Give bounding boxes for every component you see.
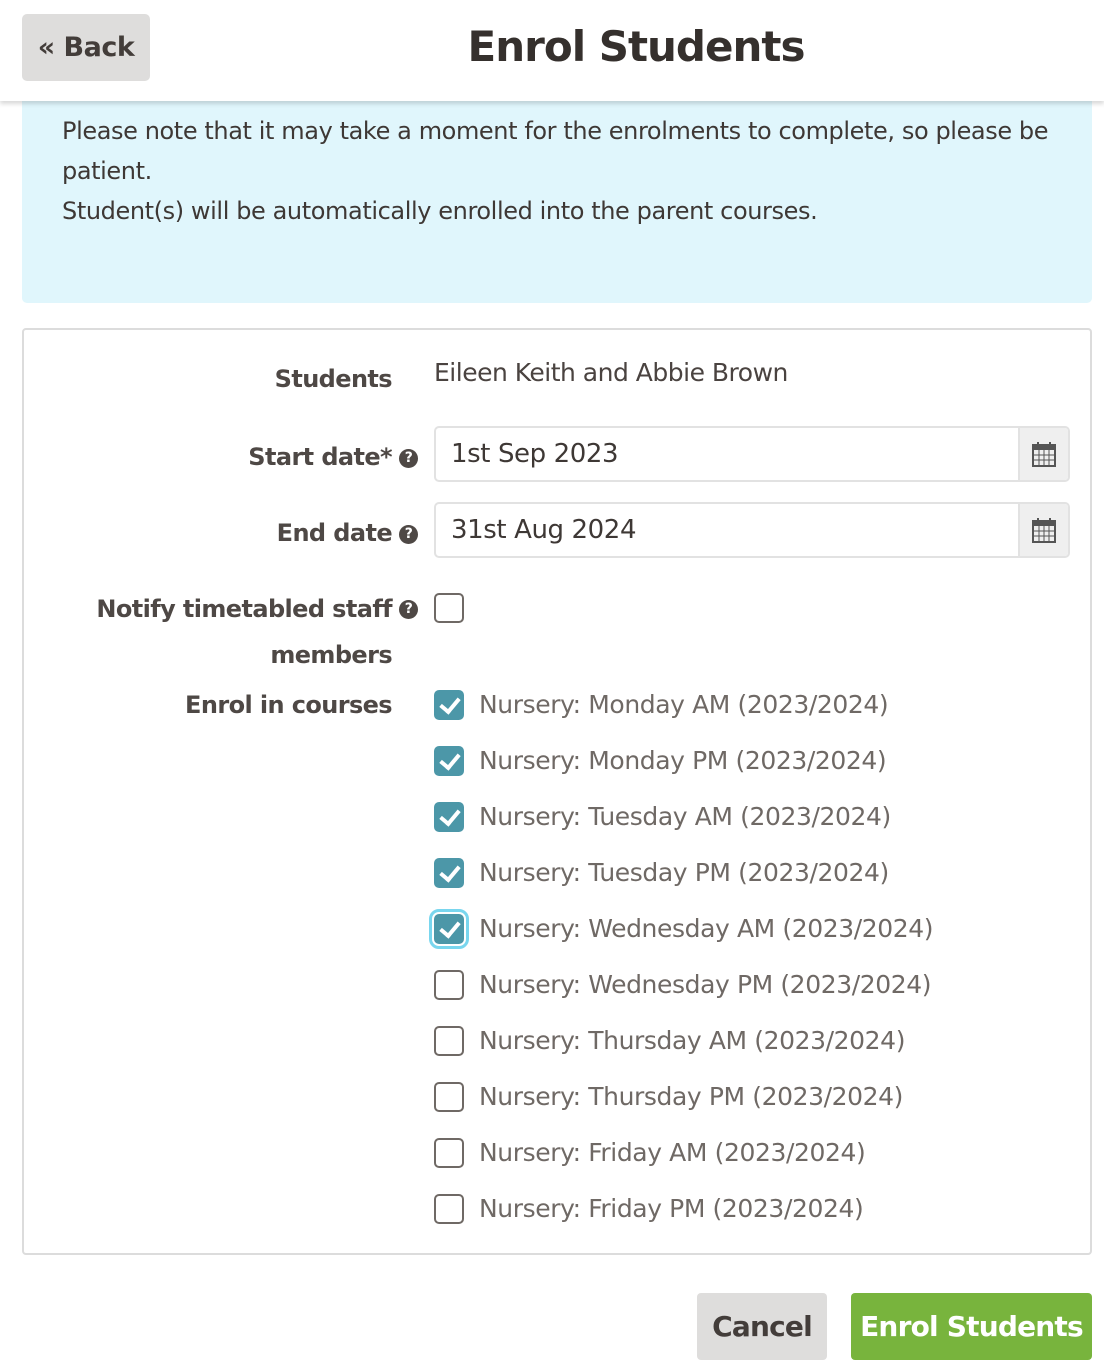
course-label[interactable]: Nursery: Friday PM (2023/2024) <box>479 1194 864 1223</box>
enrol-form <box>22 328 1092 1255</box>
help-icon[interactable]: ? <box>399 600 418 619</box>
course-checkbox[interactable] <box>434 746 464 776</box>
back-button[interactable]: « Back <box>22 14 150 81</box>
start-date-value[interactable]: 1st Sep 2023 <box>451 439 619 469</box>
cancel-button[interactable]: Cancel <box>697 1293 827 1360</box>
notify-label-text: Notify timetabled staff members <box>96 595 392 669</box>
course-checkbox[interactable] <box>434 1194 464 1224</box>
course-checkbox[interactable] <box>434 970 464 1000</box>
students-value: Eileen Keith and Abbie Brown <box>434 358 788 387</box>
course-checkbox[interactable] <box>434 1138 464 1168</box>
start-date-label-text: Start date* <box>248 443 392 471</box>
course-checkbox[interactable] <box>434 914 464 944</box>
course-label[interactable]: Nursery: Tuesday PM (2023/2024) <box>479 858 889 887</box>
course-checkbox[interactable] <box>434 690 464 720</box>
header <box>0 0 1104 101</box>
students-label: Students <box>274 365 392 393</box>
course-checkbox[interactable] <box>434 802 464 832</box>
info-text: Student(s) will be automatically enrolled into the parent courses. <box>62 197 818 225</box>
end-date-label <box>276 510 413 556</box>
help-icon[interactable]: ? <box>399 525 418 544</box>
end-date-label-text: End date <box>276 519 392 547</box>
start-date-label <box>248 434 413 480</box>
end-date-input[interactable] <box>434 502 1070 558</box>
course-label[interactable]: Nursery: Friday AM (2023/2024) <box>479 1138 866 1167</box>
course-label[interactable]: Nursery: Monday AM (2023/2024) <box>479 690 889 719</box>
start-date-input[interactable] <box>434 426 1070 482</box>
course-label[interactable]: Nursery: Tuesday AM (2023/2024) <box>479 802 891 831</box>
course-label[interactable]: Nursery: Wednesday PM (2023/2024) <box>479 970 932 999</box>
calendar-icon[interactable] <box>1018 504 1068 556</box>
course-checkbox[interactable] <box>434 1026 464 1056</box>
course-label[interactable]: Nursery: Thursday PM (2023/2024) <box>479 1082 904 1111</box>
course-label[interactable]: Nursery: Thursday AM (2023/2024) <box>479 1026 906 1055</box>
info-notice <box>22 101 1092 303</box>
course-label[interactable]: Nursery: Monday PM (2023/2024) <box>479 746 887 775</box>
notify-checkbox[interactable] <box>434 593 464 623</box>
info-text: Please note that it may take a moment for the enrolments to complete, so please be patient. <box>62 117 1049 185</box>
calendar-icon[interactable] <box>1018 428 1068 480</box>
page-title: Enrol Students <box>467 22 805 71</box>
courses-label: Enrol in courses <box>185 691 392 719</box>
course-checkbox[interactable] <box>434 858 464 888</box>
enrol-students-button[interactable]: Enrol Students <box>851 1293 1092 1360</box>
help-icon[interactable]: ? <box>399 449 418 468</box>
notify-label <box>92 586 413 678</box>
course-label[interactable]: Nursery: Wednesday AM (2023/2024) <box>479 914 934 943</box>
end-date-value[interactable]: 31st Aug 2024 <box>451 515 637 545</box>
course-checkbox[interactable] <box>434 1082 464 1112</box>
